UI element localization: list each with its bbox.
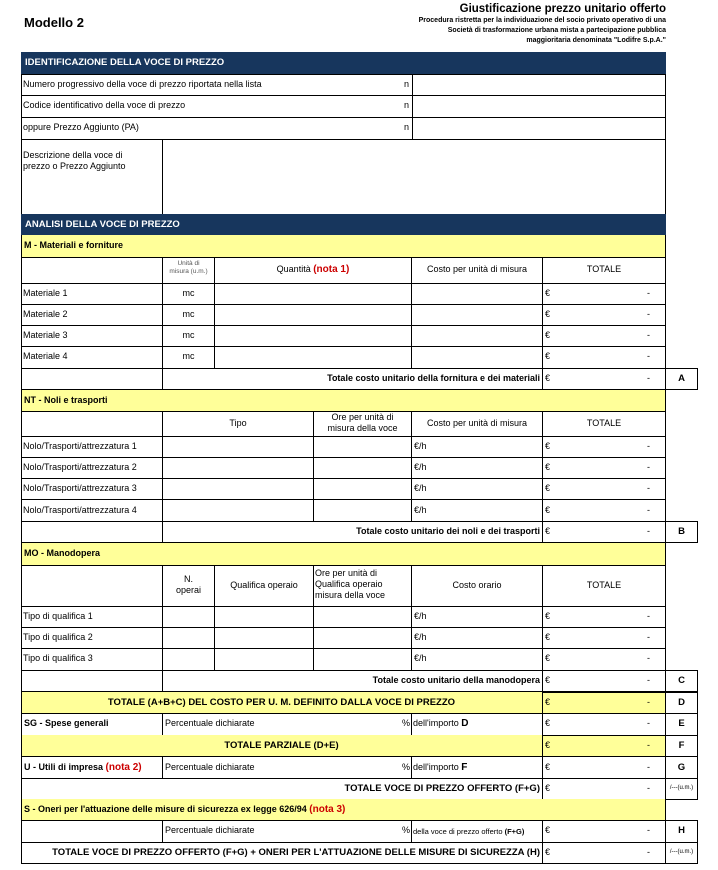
- totale-abc-value: -: [647, 697, 650, 707]
- utili-importo: [413, 762, 467, 773]
- oneri-euro: €: [545, 825, 551, 835]
- col-ore-mo-line-1: Ore per unità di: [315, 568, 378, 578]
- col-ore-mo-line-2: Qualifica operaio: [315, 579, 383, 589]
- page-title: Giustificazione prezzo unitario offerto: [459, 3, 666, 15]
- ident-row-pa: oppure Prezzo Aggiunto (PA): [23, 122, 139, 132]
- nolo-4-unit: €/h: [414, 505, 427, 515]
- col-n-line-1: N.: [184, 574, 193, 584]
- ident-n-3: n: [404, 122, 410, 132]
- materiale-3-label: Materiale 3: [23, 330, 68, 340]
- nolo-3-unit: €/h: [414, 483, 427, 493]
- nolo-2-label: Nolo/Trasporti/attrezzatura 2: [23, 462, 137, 472]
- totale-noli-label: Totale costo unitario dei noli e dei trasporti: [356, 526, 540, 536]
- totale-offerto-value: -: [647, 783, 650, 793]
- totale-materiali-label: Totale costo unitario della fornitura e dei materiali: [327, 373, 540, 383]
- letter-f: F: [665, 735, 698, 757]
- ident-section-title: IDENTIFICAZIONE DELLA VOCE DI PREZZO: [21, 52, 666, 74]
- ident-row-numero: Numero progressivo della voce di prezzo riportata nella lista: [23, 79, 262, 89]
- oneri-section-title: [24, 804, 345, 815]
- totale-parziale-label: TOTALE PARZIALE (D+E): [224, 740, 339, 751]
- ident-n-2: n: [404, 100, 410, 110]
- utili-importo-text: dell'importo: [413, 762, 459, 772]
- totale-manodopera-euro: €: [545, 675, 551, 685]
- descrizione-input[interactable]: [163, 140, 665, 214]
- utili-label: [24, 762, 142, 773]
- qualifica-2-unit: €/h: [414, 632, 427, 642]
- spese-importo-text: dell'importo: [413, 718, 459, 728]
- subtitle-line-1: Procedura ristretta per la individuazione del socio privato operativo di una: [418, 17, 666, 24]
- oneri-perc-label: Percentuale dichiarate: [165, 825, 255, 835]
- subtitle-line-3: maggioritaria denominata "Lodifre S.p.A.": [526, 37, 666, 44]
- materiale-1-um: mc: [182, 288, 195, 298]
- spese-ref: D: [461, 718, 469, 729]
- totale-abc-label: TOTALE (A+B+C) DEL COSTO PER U. M. DEFINITO DALLA VOCE DI PREZZO: [107, 697, 456, 708]
- materiale-3-um: mc: [182, 330, 195, 340]
- spese-perc-input[interactable]: [163, 714, 401, 735]
- nolo-2-value: -: [647, 462, 650, 472]
- nolo-3-euro: €: [545, 483, 551, 493]
- noli-col-costo-um: Costo per unità di misura: [426, 418, 528, 428]
- oneri-importo-text: della voce di prezzo offerto: [413, 827, 503, 836]
- oneri-ref: (F+G): [504, 827, 525, 836]
- col-costo-um: Costo per unità di misura: [426, 264, 528, 274]
- col-costo-orario: Costo orario: [452, 580, 502, 590]
- utili-ref: F: [461, 762, 468, 773]
- ident-desc-line-2: prezzo o Prezzo Aggiunto: [23, 161, 126, 171]
- totale-abc-euro: €: [545, 697, 551, 707]
- col-totale: TOTALE: [586, 264, 622, 274]
- totale-materiali-value: -: [647, 373, 650, 383]
- qualifica-3-value: -: [647, 653, 650, 663]
- letter-g: G: [677, 762, 686, 773]
- totale-materiali-euro: €: [545, 373, 551, 383]
- nolo-2-euro: €: [545, 462, 551, 472]
- noli-section-title: NT - Noli e trasporti: [24, 395, 108, 405]
- letter-c: C: [665, 670, 698, 692]
- spese-euro: €: [545, 718, 551, 728]
- qualifica-3-unit: €/h: [414, 653, 427, 663]
- manodopera-section-title: MO - Manodopera: [24, 548, 100, 558]
- totale-manodopera-value: -: [647, 675, 650, 685]
- nolo-4-label: Nolo/Trasporti/attrezzatura 4: [23, 505, 137, 515]
- utili-perc-label: Percentuale dichiarate: [165, 762, 255, 772]
- col-tipo: Tipo: [229, 418, 247, 428]
- totale-parziale-euro: €: [545, 740, 551, 750]
- spese-pct: %: [402, 718, 411, 728]
- materiale-1-euro: €: [545, 288, 551, 298]
- col-ore-mo-line-3: misura della voce: [315, 590, 386, 600]
- codice-input[interactable]: [413, 96, 665, 117]
- materiale-1-label: Materiale 1: [23, 288, 68, 298]
- totale-finale-euro: €: [545, 847, 551, 857]
- col-ore-line-1: Ore per unità di: [331, 412, 394, 422]
- utili-value: -: [647, 762, 650, 772]
- letter-d: D: [665, 692, 698, 714]
- modello-label: Modello 2: [24, 15, 84, 30]
- oneri-perc-input[interactable]: [163, 821, 401, 842]
- letter-h: H: [678, 825, 685, 836]
- totale-noli-euro: €: [545, 526, 551, 536]
- ident-n-1: n: [404, 79, 410, 89]
- materiale-2-value: -: [647, 309, 650, 319]
- letter-b: B: [665, 521, 698, 543]
- qualifica-2-label: Tipo di qualifica 2: [23, 632, 93, 642]
- qualifica-3-euro: €: [545, 653, 551, 663]
- nota-3: (nota 3): [309, 804, 346, 815]
- ident-row-codice: Codice identificativo della voce di prezzo: [23, 100, 186, 110]
- totale-parziale-value: -: [647, 740, 650, 750]
- materiale-4-um: mc: [182, 351, 195, 361]
- nolo-3-label: Nolo/Trasporti/attrezzatura 3: [23, 483, 137, 493]
- qualifica-1-unit: €/h: [414, 611, 427, 621]
- col-um-line-1: Unità di: [177, 260, 200, 267]
- totale-noli-value: -: [647, 526, 650, 536]
- totale-finale-label: TOTALE VOCE DI PREZZO OFFERTO (F+G) + ONERI PER L'ATTUAZIONE DELLE MISURE DI SICUREZZA (H): [52, 847, 540, 858]
- letter-e: E: [678, 718, 685, 729]
- nota-2: (nota 2): [105, 762, 142, 773]
- materiale-3-euro: €: [545, 330, 551, 340]
- totale-offerto-um: /---(u.m.): [669, 785, 694, 791]
- oneri-value: -: [647, 825, 650, 835]
- nolo-1-euro: €: [545, 441, 551, 451]
- col-quantita: [215, 264, 411, 275]
- analisi-section-title: ANALISI DELLA VOCE DI PREZZO: [21, 214, 666, 235]
- materiale-4-value: -: [647, 351, 650, 361]
- utili-pct: %: [402, 762, 411, 772]
- utili-euro: €: [545, 762, 551, 772]
- col-quantita-label: Quantità: [276, 264, 311, 274]
- materiali-section-title: M - Materiali e forniture: [24, 240, 124, 250]
- utili-perc-input[interactable]: [163, 757, 401, 778]
- spese-generali-label: SG - Spese generali: [24, 718, 109, 728]
- oneri-importo: [413, 826, 524, 837]
- col-ore-line-2: misura della voce: [327, 423, 398, 433]
- qualifica-1-euro: €: [545, 611, 551, 621]
- nolo-1-unit: €/h: [414, 441, 427, 451]
- qualifica-2-euro: €: [545, 632, 551, 642]
- qualifica-2-value: -: [647, 632, 650, 642]
- subtitle-line-2: Società di trasformazione urbana mista a partecipazione pubblica: [447, 27, 666, 34]
- totale-offerto-euro: €: [545, 783, 551, 793]
- totale-finale-um: /---(u.m.): [669, 849, 694, 855]
- oneri-title-text: S - Oneri per l'attuazione delle misure di sicurezza ex legge 626/94: [24, 804, 307, 814]
- utili-text: U - Utili di impresa: [24, 762, 104, 772]
- materiale-2-um: mc: [182, 309, 195, 319]
- nota-1: (nota 1): [313, 264, 350, 275]
- materiale-3-value: -: [647, 330, 650, 340]
- nolo-1-value: -: [647, 441, 650, 451]
- oneri-pct: %: [402, 825, 411, 835]
- ident-desc-line-1: Descrizione della voce di: [23, 150, 123, 160]
- materiale-4-label: Materiale 4: [23, 351, 68, 361]
- qualifica-3-label: Tipo di qualifica 3: [23, 653, 93, 663]
- col-qualifica: Qualifica operaio: [230, 580, 298, 590]
- spese-importo: [413, 718, 469, 729]
- qualifica-1-label: Tipo di qualifica 1: [23, 611, 93, 621]
- materiale-2-euro: €: [545, 309, 551, 319]
- mo-col-totale: TOTALE: [586, 580, 622, 590]
- nolo-4-value: -: [647, 505, 650, 515]
- materiale-4-euro: €: [545, 351, 551, 361]
- nolo-3-value: -: [647, 483, 650, 493]
- col-um-line-2: misura (u.m.): [169, 268, 208, 275]
- nolo-1-label: Nolo/Trasporti/attrezzatura 1: [23, 441, 137, 451]
- numero-input[interactable]: [413, 75, 665, 95]
- nolo-4-euro: €: [545, 505, 551, 515]
- letter-a: A: [665, 368, 698, 390]
- nolo-2-unit: €/h: [414, 462, 427, 472]
- spese-value: -: [647, 718, 650, 728]
- noli-col-totale: TOTALE: [586, 418, 622, 428]
- totale-manodopera-label: Totale costo unitario della manodopera: [372, 675, 540, 685]
- pa-input[interactable]: [413, 118, 665, 139]
- spese-perc-label: Percentuale dichiarate: [165, 718, 255, 728]
- qualifica-1-value: -: [647, 611, 650, 621]
- totale-finale-value: -: [647, 847, 650, 857]
- materiale-1-value: -: [647, 288, 650, 298]
- totale-offerto-label: TOTALE VOCE DI PREZZO OFFERTO (F+G): [344, 783, 540, 794]
- materiale-2-label: Materiale 2: [23, 309, 68, 319]
- col-n-line-2: operai: [175, 585, 202, 595]
